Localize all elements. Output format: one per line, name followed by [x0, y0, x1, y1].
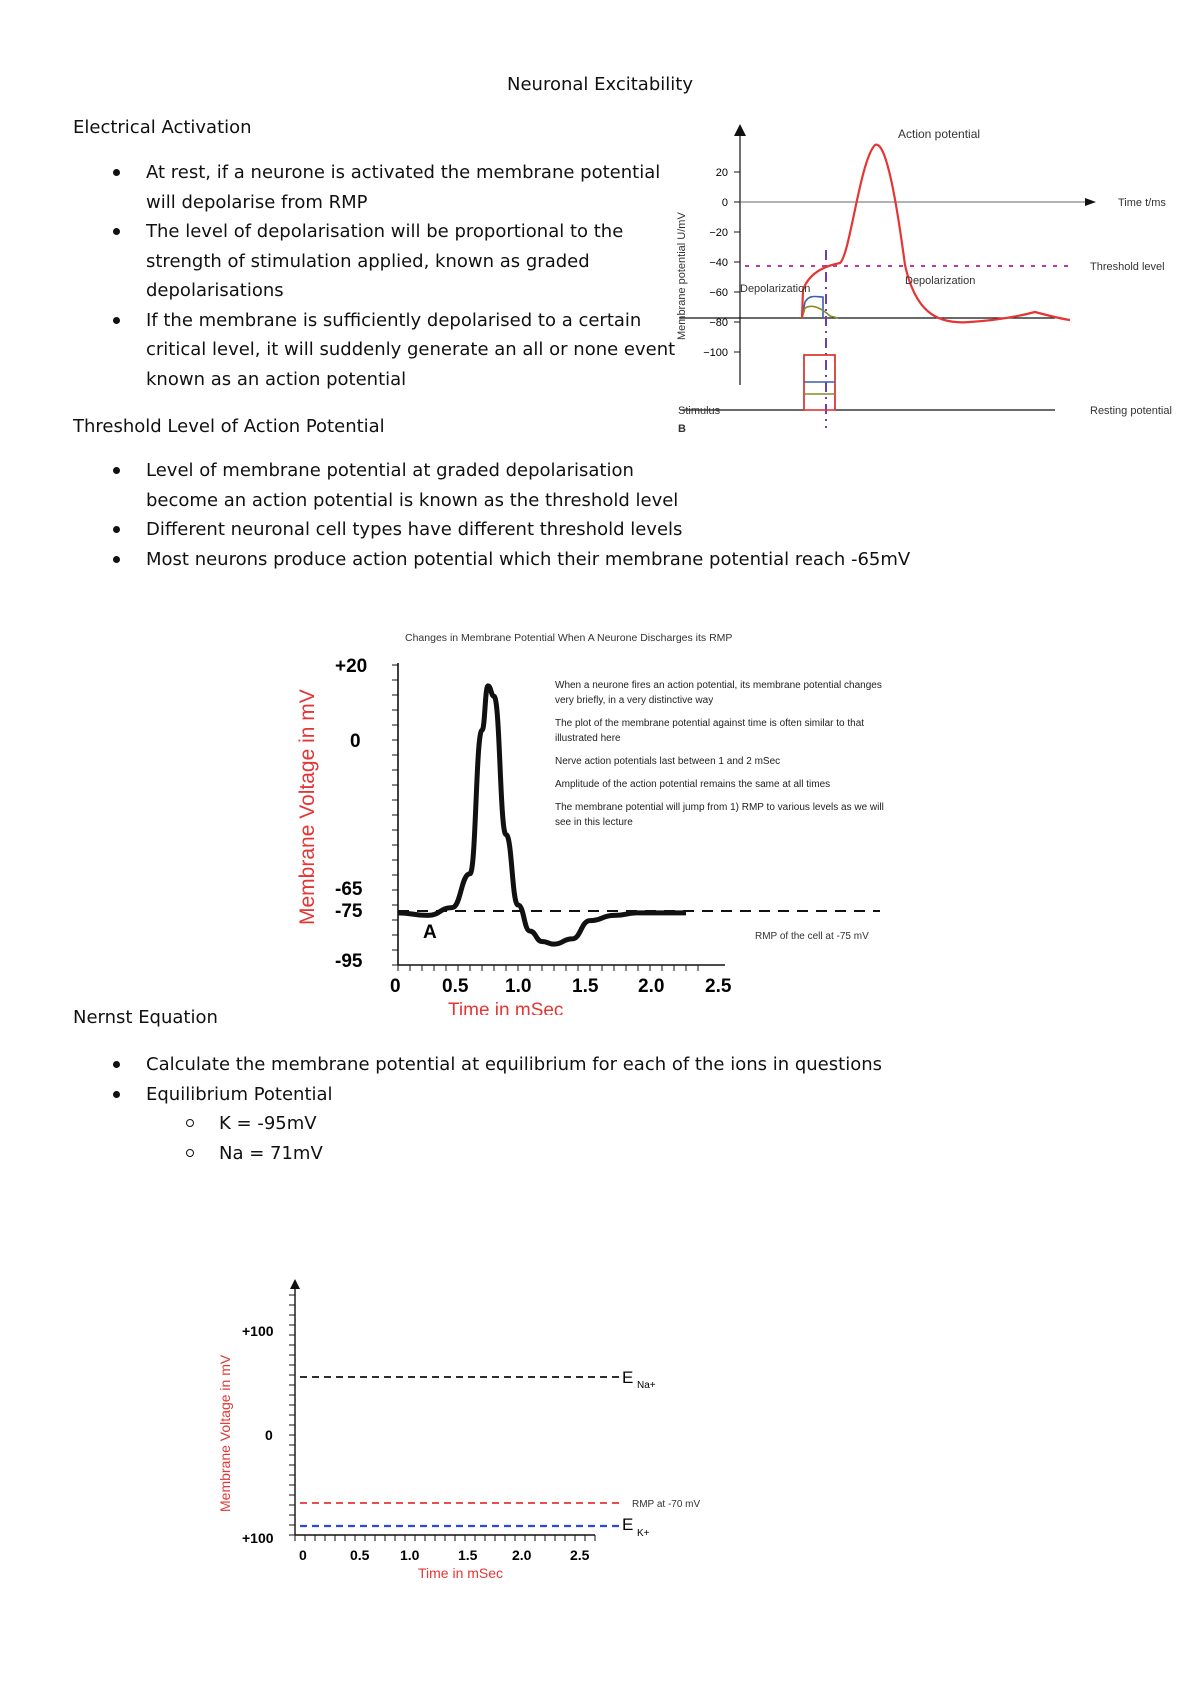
fig1-action-potential-curve [802, 145, 1070, 323]
x-tick-label: 1.5 [458, 1547, 478, 1563]
list-item: The level of depolarisation will be proportional to the strength of stimulation applied, known as graded depolarisations [73, 217, 683, 306]
membrane-voltage-chart [280, 625, 900, 1015]
circle-bullet-icon [186, 1149, 194, 1157]
fig1-resting-label: Resting potential [1090, 405, 1172, 417]
bullet-list-electrical-activation [73, 158, 683, 394]
fig3-ek-subscript: K+ [637, 1528, 650, 1539]
list-item: Most neurons produce action potential which their membrane potential reach -65mV [73, 545, 973, 575]
y-tick-label: +100 [242, 1323, 274, 1339]
fig1-olive-subthreshold-curve [802, 306, 838, 318]
bullet-icon [113, 1091, 120, 1098]
fig2-y-label: Membrane Voltage in mV [296, 689, 319, 925]
fig1-stimulus-trace [680, 355, 1055, 410]
y-tick-label: −80 [709, 317, 728, 329]
fig1-depolarization-label-2: Depolarization [905, 275, 976, 287]
y-tick-label: -95 [335, 951, 363, 972]
bullet-icon [113, 169, 120, 176]
bullet-icon [113, 526, 120, 533]
bullet-icon [113, 467, 120, 474]
list-item: Equilibrium Potential [73, 1080, 973, 1110]
x-tick-label: 0 [299, 1547, 307, 1563]
fig2-note: Nerve action potentials last between 1 and 2 mSec [555, 756, 781, 767]
y-tick-label: -75 [335, 901, 363, 922]
y-tick-label: 0 [265, 1427, 273, 1443]
fig2-note: The membrane potential will jump from 1) RMP to various levels as we will see in this lecture [555, 802, 884, 828]
list-item: If the membrane is sufficiently depolarised to a certain critical level, it will suddenly generate an all or none event known as an action potential [73, 306, 683, 395]
fig1-y-label: Membrane potential U/mV [676, 212, 688, 340]
y-tick-label: +20 [335, 656, 368, 677]
page-title: Neuronal Excitability [507, 74, 693, 95]
fig3-y-label: Membrane Voltage in mV [217, 1354, 233, 1512]
list-item: At rest, if a neurone is activated the membrane potential will depolarise from RMP [73, 158, 683, 217]
fig2-rmp-label: RMP of the cell at -75 mV [755, 931, 869, 942]
y-tick-label: +100 [242, 1530, 274, 1546]
x-tick-label: 1.0 [400, 1547, 420, 1563]
y-tick-label: 20 [715, 167, 728, 179]
bullet-icon [113, 228, 120, 235]
x-tick-label: 2.5 [705, 976, 732, 997]
sub-bullet-list-equilibrium [73, 1109, 673, 1168]
fig3-y-minor-ticks [289, 1295, 295, 1535]
list-item: Different neuronal cell types have different threshold levels [73, 515, 733, 545]
arrow-right-icon [1085, 198, 1096, 206]
equilibrium-potential-figure [200, 1275, 760, 1595]
list-item: Na = 71mV [73, 1139, 673, 1169]
fig2-note: Amplitude of the action potential remains the same at all times [555, 779, 831, 790]
section-heading-threshold: Threshold Level of Action Potential [73, 416, 385, 437]
y-tick-label: −40 [709, 257, 728, 269]
y-tick-label: −60 [709, 287, 728, 299]
bullet-list-threshold [73, 456, 733, 545]
fig1-title: Action potential [898, 127, 981, 141]
y-tick-label: −20 [709, 227, 728, 239]
fig2-notes [555, 678, 895, 858]
bullet-list-threshold-cont [73, 545, 973, 575]
fig1-time-label: Time t/ms [1118, 197, 1166, 209]
fig1-depolarization-label: Depolarization [740, 283, 811, 295]
x-tick-label: 2.5 [570, 1547, 590, 1563]
section-heading-electrical-activation: Electrical Activation [73, 117, 252, 138]
fig3-ena-label: E [622, 1368, 634, 1387]
list-item: K = -95mV [73, 1109, 673, 1139]
y-tick-label: -65 [335, 879, 363, 900]
fig1-y-ticks [703, 167, 740, 359]
fig3-x-label: Time in mSec [418, 1565, 504, 1581]
x-tick-label: 0.5 [442, 976, 469, 997]
list-item: Calculate the membrane potential at equilibrium for each of the ions in questions [73, 1050, 973, 1080]
bullet-icon [113, 317, 120, 324]
fig2-title: Changes in Membrane Potential When A Neurone Discharges its RMP [405, 632, 733, 644]
fig3-rmp-label: RMP at -70 mV [632, 1499, 701, 1510]
fig3-ena-subscript: Na+ [637, 1380, 656, 1391]
fig2-y-minor-ticks [392, 665, 398, 965]
bullet-icon [113, 1061, 120, 1068]
fig2-x-minor-ticks [398, 965, 698, 971]
list-item: Level of membrane potential at graded depolarisation become an action potential is known as the threshold level [73, 456, 733, 515]
fig2-note: When a neurone fires an action potential, its membrane potential changes very briefly, in a very distinctive way [555, 680, 882, 706]
y-tick-label: 0 [721, 197, 728, 209]
x-tick-label: 0.5 [350, 1547, 370, 1563]
section-heading-nernst: Nernst Equation [73, 1007, 218, 1028]
action-potential-figure [670, 120, 1190, 470]
fig2-point-label: A [423, 922, 437, 943]
circle-bullet-icon [186, 1119, 194, 1127]
x-tick-label: 2.0 [512, 1547, 532, 1563]
x-tick-label: 1.0 [505, 976, 532, 997]
fig2-note: The plot of the membrane potential against time is often similar to that illustrated here [555, 718, 865, 744]
arrow-up-icon [290, 1279, 300, 1289]
fig3-ek-label: E [622, 1515, 634, 1534]
bullet-icon [113, 556, 120, 563]
y-tick-label: −100 [703, 347, 728, 359]
fig3-x-minor-ticks [295, 1535, 595, 1541]
fig1-threshold-label: Threshold level [1090, 261, 1165, 273]
fig2-x-label: Time in mSec [448, 1000, 564, 1015]
fig1-panel-letter: B [678, 423, 686, 435]
fig1-stimulus-label: Stimulus [678, 405, 721, 417]
x-tick-label: 0 [390, 976, 401, 997]
x-tick-label: 1.5 [572, 976, 599, 997]
x-tick-label: 2.0 [638, 976, 665, 997]
y-tick-label: 0 [350, 731, 361, 752]
bullet-list-nernst [73, 1050, 973, 1109]
